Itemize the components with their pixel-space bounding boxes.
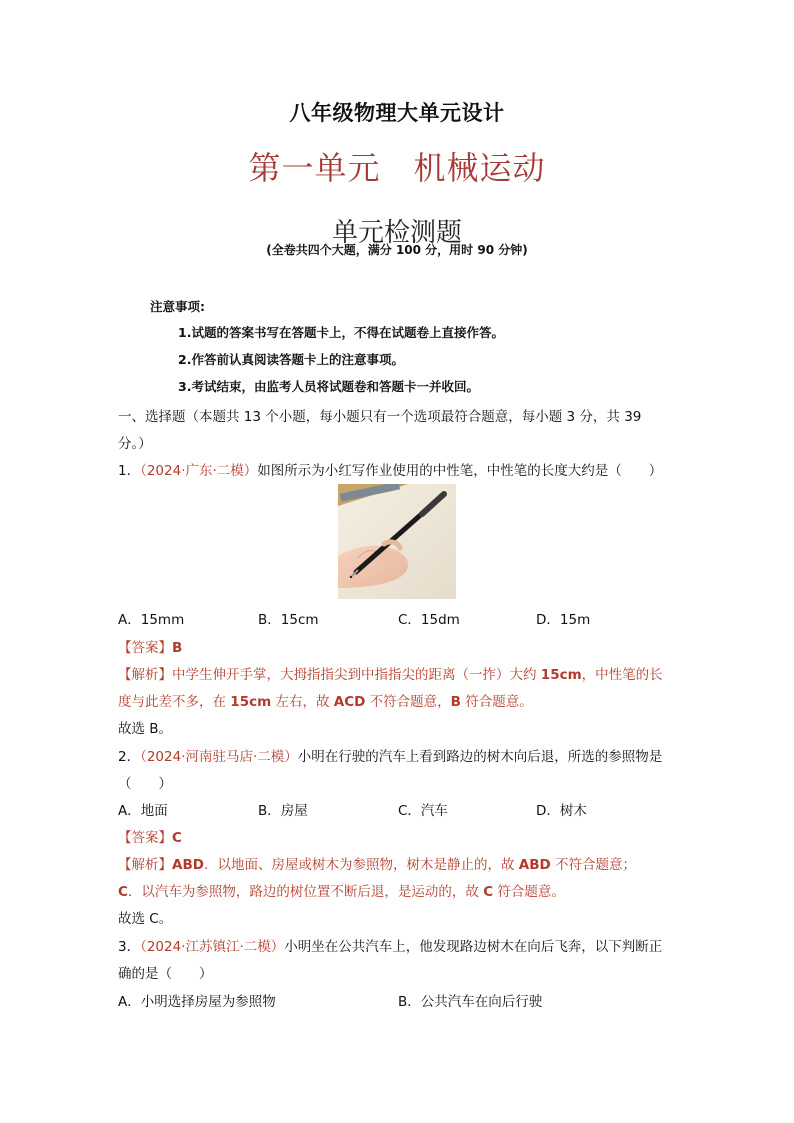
analysis-text: 左右，故 <box>271 694 334 710</box>
option-b: B．房屋 <box>258 803 308 819</box>
pen-writing-photo <box>338 484 456 599</box>
analysis-tag: 【解析】 <box>118 857 172 873</box>
analysis-text: 中学生伸开手掌，大拇指指尖到中指指尖的距离（一拃）大约 <box>172 667 541 683</box>
analysis-text: B <box>450 694 461 710</box>
analysis-line <box>118 663 663 683</box>
analysis-line <box>118 880 565 900</box>
option-c: C．汽车 <box>398 803 448 819</box>
answer-value: C <box>172 830 182 846</box>
answer-tag: 【答案】 <box>118 830 172 846</box>
analysis-text: 不符合题意， <box>365 694 451 710</box>
question-source: （2024·广东·二模） <box>140 463 258 479</box>
exam-note: (全卷共四个大题，满分 100 分，用时 90 分钟) <box>266 243 528 257</box>
question-stem: 小明在行驶的汽车上看到路边的树木向后退，所选的参照物是 <box>297 749 663 765</box>
analysis-text: ，中性笔的长 <box>581 667 663 683</box>
question-stem-cont: （ ） <box>118 776 172 792</box>
analysis-text: ABD <box>518 857 551 873</box>
notes-item: 2.作答前认真阅读答题卡上的注意事项。 <box>178 352 404 367</box>
question-number: 2． <box>118 749 141 765</box>
answer-line <box>118 636 182 656</box>
analysis-text: 15cm <box>540 667 582 683</box>
analysis-text: 15cm <box>230 694 272 710</box>
question-number: 3． <box>118 939 141 955</box>
answer-line <box>118 826 182 846</box>
conclusion: 故选 B。 <box>118 721 173 737</box>
series-title: 八年级物理大单元设计 <box>289 101 505 125</box>
option-b: B．15cm <box>258 612 319 628</box>
analysis-line <box>118 853 636 873</box>
option-a: A．地面 <box>118 803 168 819</box>
test-title: 单元检测题 <box>331 218 462 248</box>
question-source: （2024·河南驻马店·二模） <box>140 749 298 765</box>
question-1 <box>118 459 662 479</box>
analysis-text: 不符合题意； <box>550 857 636 873</box>
question-stem: 如图所示为小红写作业使用的中性笔，中性笔的长度大约是（ ） <box>257 463 663 479</box>
analysis-text: ．以汽车为参照物，路边的树位置不断后退，是运动的，故 <box>127 884 484 900</box>
option-d: D．树木 <box>536 803 587 819</box>
notes-item: 1.试题的答案书写在答题卡上，不得在试题卷上直接作答。 <box>178 325 504 340</box>
section-heading-cont: 分。） <box>118 436 152 452</box>
analysis-text: 度与此差不多，在 <box>118 694 231 710</box>
analysis-text: ．以地面、房屋或树木为参照物，树木是静止的，故 <box>203 857 519 873</box>
option-a: A．15mm <box>118 612 185 628</box>
question-number: 1． <box>118 463 141 479</box>
analysis-text: C <box>483 884 494 900</box>
option-b: B．公共汽车在向后行驶 <box>398 994 543 1010</box>
option-d: D．15m <box>536 612 591 628</box>
analysis-text: 符合题意。 <box>460 694 533 710</box>
option-c: C．15dm <box>398 612 460 628</box>
analysis-text: ABD <box>172 857 204 873</box>
analysis-text: 符合题意。 <box>493 884 565 900</box>
conclusion: 故选 C。 <box>118 911 173 927</box>
analysis-text: ACD <box>333 694 366 710</box>
analysis-line <box>118 690 533 710</box>
answer-value: B <box>172 640 183 656</box>
question-2 <box>118 745 662 765</box>
notes-title: 注意事项: <box>150 299 205 314</box>
question-stem-cont: 确的是（ ） <box>118 966 213 982</box>
option-a: A．小明选择房屋为参照物 <box>118 994 276 1010</box>
analysis-tag: 【解析】 <box>118 667 172 683</box>
answer-tag: 【答案】 <box>118 640 172 656</box>
section-heading: 一、选择题（本题共 13 个小题，每小题只有一个选项最符合题意，每小题 3 分，共 39 <box>118 409 642 425</box>
notes-item: 3.考试结束，由监考人员将试题卷和答题卡一并收回。 <box>178 379 479 394</box>
analysis-text: C <box>118 884 128 900</box>
question-3 <box>118 935 662 955</box>
unit-title: 第一单元 机械运动 <box>248 149 546 187</box>
question-stem: 小明坐在公共汽车上，他发现路边树木在向后飞奔，以下判断正 <box>284 939 663 955</box>
question-source: （2024·江苏镇江·二模） <box>140 939 285 955</box>
